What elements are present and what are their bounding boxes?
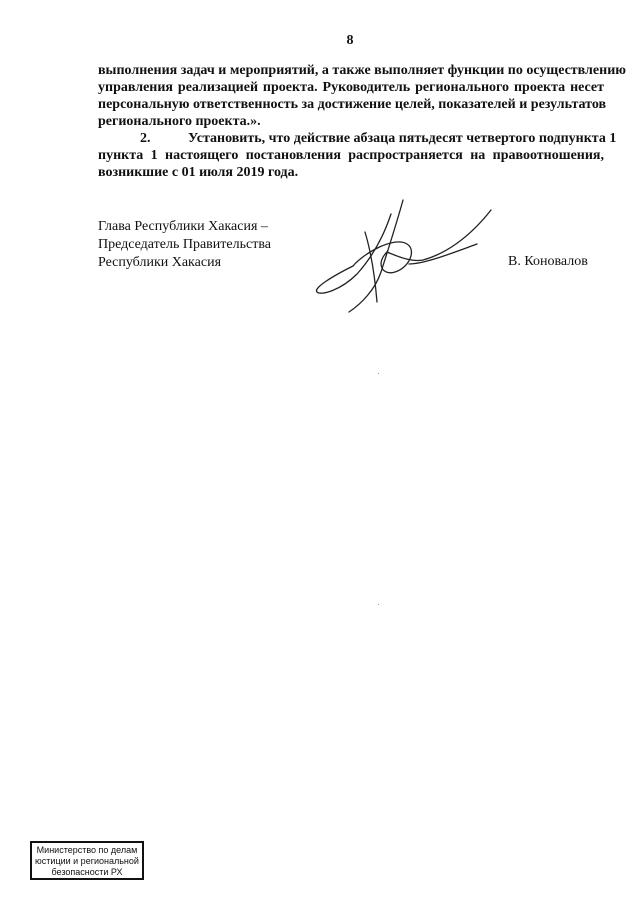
paragraph-line: персональную ответственность за достижение целей, показателей и результатов: [98, 97, 607, 112]
handwritten-signature: [305, 192, 505, 317]
stamp-line: юстиции и региональной: [35, 856, 139, 866]
document-body: [98, 62, 626, 181]
item-number: 2.: [140, 131, 151, 146]
paragraph-line: регионального проекта.».: [98, 114, 261, 129]
signatory-title-line: Глава Республики Хакасия –: [98, 219, 268, 234]
item-2-line: пункта 1 настоящего постановления распространяется на правоотношения,: [98, 148, 604, 163]
item-2-first-line: [98, 130, 617, 147]
paragraph-line: выполнения задач и мероприятий, а также выполняет функции по осуществлению: [98, 63, 626, 78]
stamp-line: безопасности РХ: [51, 867, 123, 877]
paragraph-line: управления реализацией проекта. Руководитель регионального проекта несет: [98, 80, 604, 95]
scan-speck: [378, 373, 379, 374]
signatory-title-line: Председатель Правительства: [98, 237, 271, 252]
stamp-line: Министерство по делам: [36, 845, 138, 855]
page-number: 8: [346, 33, 354, 48]
signatory-name: В. Коновалов: [508, 254, 588, 269]
scan-speck: [378, 604, 379, 605]
signatory-title: [98, 218, 271, 272]
item-2-line: Установить, что действие абзаца пятьдесят четвертого подпункта 1: [188, 131, 617, 146]
item-2-line: возникшие с 01 июля 2019 года.: [98, 165, 299, 180]
registration-stamp: [30, 841, 144, 880]
signatory-title-line: Республики Хакасия: [98, 255, 222, 270]
